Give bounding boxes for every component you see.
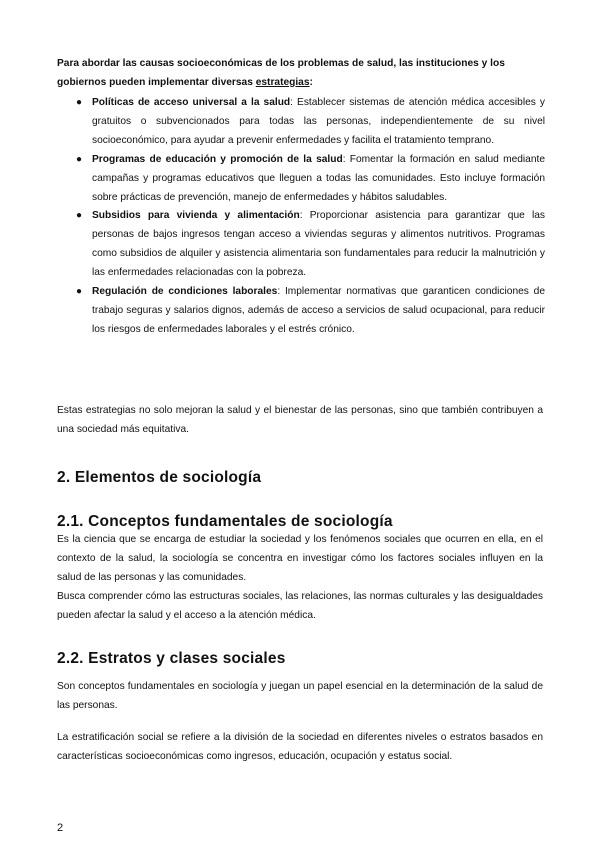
list-item bbox=[57, 94, 545, 151]
section-2-1-paragraph-1: Es la ciencia que se encarga de estudiar la sociedad y los fenómenos sociales que ocurren en ella, en el contexto de la salud, la sociología se concentra en investigar cómo los factores sociales influyen en la salud de las personas y las comunidades. bbox=[57, 534, 543, 583]
intro-text: Para abordar las causas socioeconómicas de los problemas de salud, las instituciones y los gobiernos pueden implementar diversas bbox=[57, 58, 505, 88]
section-2-2-heading: 2.2. Estratos y clases sociales bbox=[57, 650, 286, 667]
section-2-2-paragraph-2: La estratificación social se refiere a la división de la sociedad en diferentes niveles o estratos basados en características socioeconómicas como ingresos, educación, ocupación y estatus social. bbox=[57, 732, 543, 762]
list-item-title: Políticas de acceso universal a la salud bbox=[92, 97, 291, 108]
section-2-2-paragraph-1: Son conceptos fundamentales en sociología y juegan un papel esencial en la determinación de la salud de las personas. bbox=[57, 681, 543, 711]
section-2-heading: 2. Elementos de sociología bbox=[57, 469, 262, 486]
section-2-1-heading: 2.1. Conceptos fundamentales de sociología bbox=[57, 513, 393, 530]
bullet-icon: ● bbox=[76, 97, 83, 108]
closing-paragraph: Estas estrategias no solo mejoran la salud y el bienestar de las personas, sino que también contribuyen a una sociedad más equitativa. bbox=[57, 405, 543, 435]
list-item-title: Programas de educación y promoción de la salud bbox=[92, 153, 343, 165]
strategies-list bbox=[57, 94, 545, 340]
list-item-text: : Proporcionar asistencia para garantizar que las personas de bajos ingresos tengan acceso a viviendas seguras y alimentos nutritivos. Programas como subsidios de alquiler y asistencia alimentaria son fundamentales para reducir la malnutrición y las enfermedades relacionadas con la pobreza. bbox=[92, 210, 546, 279]
list-item-title: Regulación de condiciones laborales bbox=[92, 286, 278, 298]
list-item bbox=[57, 283, 545, 340]
intro-colon: : bbox=[309, 76, 313, 88]
list-item bbox=[57, 151, 545, 208]
intro-paragraph bbox=[57, 55, 543, 92]
list-item-title: Subsidios para vivienda y alimentación bbox=[92, 210, 300, 222]
bullet-icon: ● bbox=[76, 286, 83, 298]
bullet-icon: ● bbox=[76, 210, 83, 222]
list-item-text: : Implementar normativas que garanticen condiciones de trabajo seguras y salarios dignos, además de acceso a servicios de salud ocupacional, para reducir los riesgos de enfermedades laborales y el estrés crónico. bbox=[92, 286, 545, 335]
bullet-icon: ● bbox=[76, 153, 83, 165]
list-item bbox=[57, 207, 545, 283]
page-number: 2 bbox=[57, 822, 64, 834]
list-item-text: : Fomentar la formación en salud mediante campañas y programas educativos que lleguen a todas las comunidades. Esto incluye formación sobre prácticas de prevención, manejo de enfermedades y hábitos saludables. bbox=[92, 153, 545, 203]
list-item-text: : Establecer sistemas de atención médica accesibles y gratuitos o subvencionados para todas las personas, independientemente de su nivel socioeconómico, para ayudar a prevenir enfermedades y facilita el tratamiento temprano. bbox=[92, 97, 545, 146]
intro-underlined-word: estrategias bbox=[255, 76, 310, 88]
section-2-1-paragraph-2: Busca comprender cómo las estructuras sociales, las relaciones, las normas culturales y las desigualdades pueden afectar la salud y el acceso a la atención médica. bbox=[57, 591, 543, 621]
